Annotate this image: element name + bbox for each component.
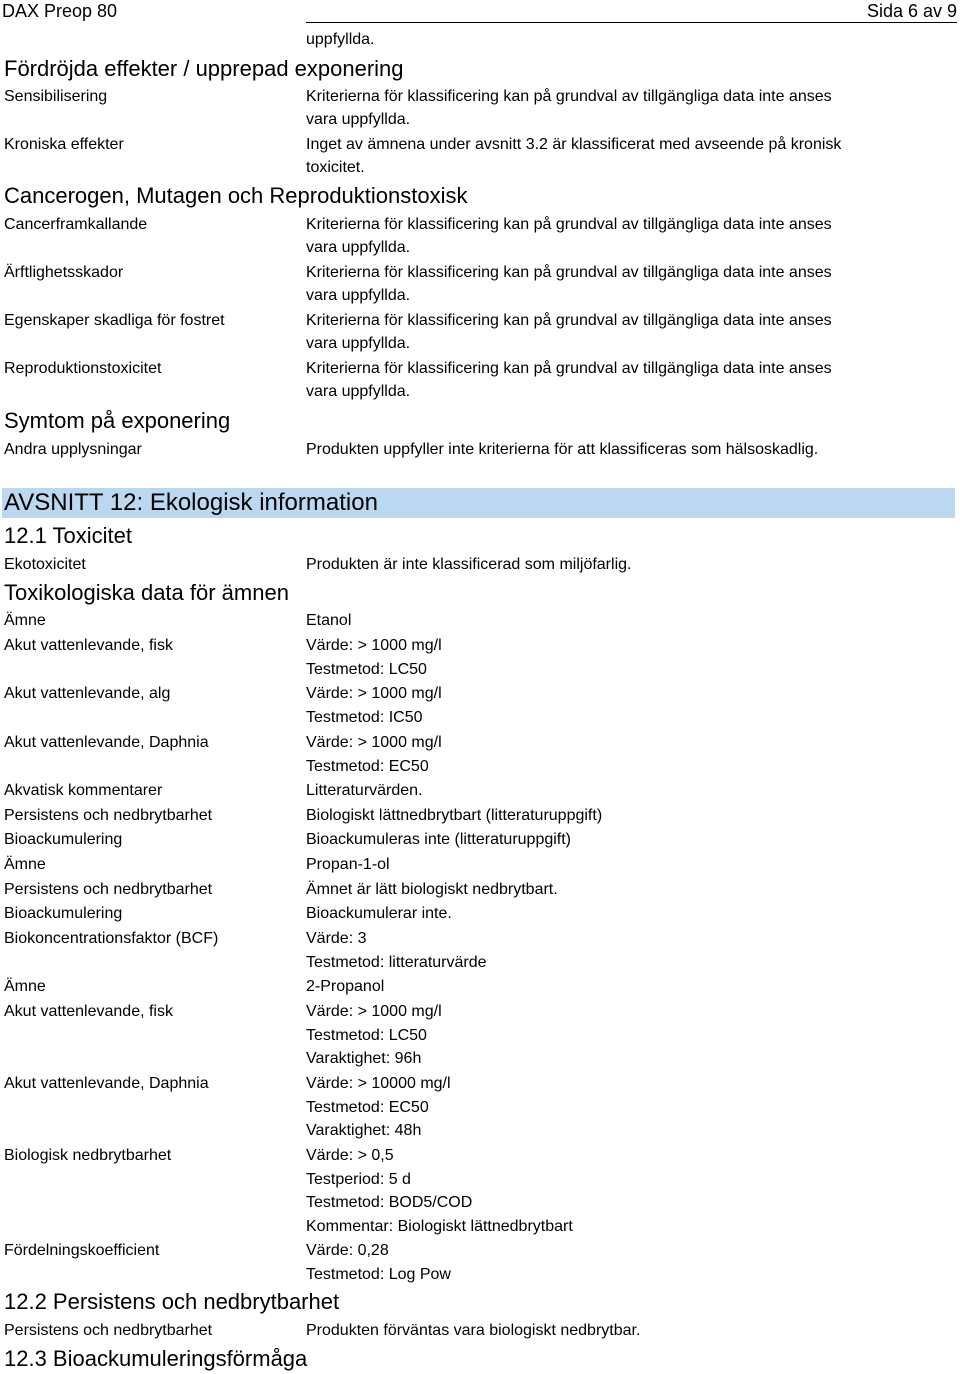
tox-row-label: Fördelningskoefficient (4, 1242, 160, 1259)
value-chronic-line: toxicitet. (306, 159, 365, 176)
value-ecotoxicity: Produkten är inte klassificerad som miljöfarlig. (306, 556, 632, 573)
tox-row-value-line: Propan-1-ol (306, 856, 390, 873)
label-other-info: Andra upplysningar (4, 441, 142, 458)
tox-row-label: Persistens och nedbrytbarhet (4, 881, 213, 898)
heading-bioaccumulation: 12.3 Bioackumuleringsförmåga (4, 1346, 308, 1371)
tox-row-label: Ämne (4, 856, 46, 873)
tox-row-label: Akut vattenlevande, fisk (4, 1003, 173, 1020)
tox-row-value-line: Testmetod: Log Pow (306, 1266, 451, 1283)
value-sensitization-line: vara uppfyllda. (306, 111, 411, 128)
header-page-number: Sida 6 av 9 (866, 1, 957, 21)
value-mutagenic-line: vara uppfyllda. (306, 287, 411, 304)
tox-row-value-line: Värde: > 10000 mg/l (306, 1075, 451, 1092)
tox-row-value-line: Testmetod: BOD5/COD (306, 1194, 473, 1211)
tox-row-label: Biologisk nedbrytbarhet (4, 1147, 172, 1164)
label-reproductive-toxicity: Reproduktionstoxicitet (4, 360, 162, 377)
tox-row-label: Akvatisk kommentarer (4, 782, 163, 799)
value-persistence: Produkten förväntas vara biologiskt nedbrytbar. (306, 1322, 641, 1339)
tox-row-value-line: Litteraturvärden. (306, 782, 423, 799)
tox-row-label: Akut vattenlevande, alg (4, 685, 171, 702)
tox-row-value-line: Testmetod: EC50 (306, 1099, 429, 1116)
value-carcinogenic-line: vara uppfyllda. (306, 239, 411, 256)
tox-row-value-line: Kommentar: Biologiskt lättnedbrytbart (306, 1218, 573, 1235)
heading-persistence: 12.2 Persistens och nedbrytbarhet (4, 1289, 340, 1314)
value-reproductive-line: Kriterierna för klassificering kan på grundval av tillgängliga data inte anses (306, 360, 832, 377)
tox-row-value-line: Ämnet är lätt biologiskt nedbrytbart. (306, 881, 558, 898)
tox-row-value-line: Testmetod: IC50 (306, 709, 423, 726)
tox-row-value-line: Värde: 0,28 (306, 1242, 389, 1259)
value-carcinogenic-line: Kriterierna för klassificering kan på grundval av tillgängliga data inte anses (306, 216, 832, 233)
value-chronic-line: Inget av ämnena under avsnitt 3.2 är klassificerat med avseende på kronisk (306, 136, 842, 153)
tox-row-value-line: Testperiod: 5 d (306, 1171, 411, 1188)
tox-row-value-line: Varaktighet: 96h (306, 1050, 422, 1067)
tox-row-value-line: Testmetod: EC50 (306, 758, 429, 775)
value-fetal-harm-line: vara uppfyllda. (306, 335, 411, 352)
heading-delayed-effects: Fördröjda effekter / upprepad exponering (4, 56, 404, 81)
value-sensitization-line: Kriterierna för klassificering kan på grundval av tillgängliga data inte anses (306, 88, 832, 105)
tox-row-label: Akut vattenlevande, fisk (4, 637, 173, 654)
tox-row-value-line: Testmetod: LC50 (306, 661, 427, 678)
continued-text: uppfyllda. (306, 31, 375, 48)
value-other-info: Produkten uppfyller inte kriterierna för att klassificeras som hälsoskadlig. (306, 441, 819, 458)
tox-row-value-line: Värde: > 1000 mg/l (306, 685, 442, 702)
tox-row-value-line: Bioackumuleras inte (litteraturuppgift) (306, 831, 572, 848)
heading-tox-data: Toxikologiska data för ämnen (4, 580, 289, 605)
tox-row-value-line: Etanol (306, 612, 352, 629)
value-fetal-harm-line: Kriterierna för klassificering kan på grundval av tillgängliga data inte anses (306, 312, 832, 329)
label-chronic-effects: Kroniska effekter (4, 136, 124, 153)
tox-row-label: Akut vattenlevande, Daphnia (4, 1075, 209, 1092)
tox-row-value-line: Bioackumulerar inte. (306, 905, 452, 922)
tox-row-label: Ämne (4, 978, 46, 995)
value-mutagenic-line: Kriterierna för klassificering kan på grundval av tillgängliga data inte anses (306, 264, 832, 281)
value-reproductive-line: vara uppfyllda. (306, 383, 411, 400)
tox-row-label: Akut vattenlevande, Daphnia (4, 734, 209, 751)
tox-row-value-line: Biologiskt lättnedbrytbart (litteraturuppgift) (306, 807, 603, 824)
heading-symptoms: Symtom på exponering (4, 408, 231, 433)
label-ecotoxicity: Ekotoxicitet (4, 556, 86, 573)
tox-row-label: Persistens och nedbrytbarhet (4, 807, 213, 824)
tox-row-value-line: Testmetod: litteraturvärde (306, 954, 487, 971)
header-rule (306, 22, 957, 23)
tox-row-value-line: Värde: > 1000 mg/l (306, 1003, 442, 1020)
heading-toxicity: 12.1 Toxicitet (4, 523, 133, 548)
tox-row-value-line: Värde: > 1000 mg/l (306, 734, 442, 751)
tox-row-value-line: Varaktighet: 48h (306, 1122, 422, 1139)
tox-row-value-line: Värde: 3 (306, 930, 367, 947)
label-fetal-harm: Egenskaper skadliga för fostret (4, 312, 225, 329)
tox-row-label: Bioackumulering (4, 831, 123, 848)
label-carcinogenic: Cancerframkallande (4, 216, 148, 233)
header-product-name: DAX Preop 80 (2, 1, 118, 21)
section-12-title: AVSNITT 12: Ekologisk information (4, 489, 378, 516)
tox-row-value-line: 2-Propanol (306, 978, 385, 995)
tox-row-value-line: Värde: > 0,5 (306, 1147, 394, 1164)
tox-row-label: Bioackumulering (4, 905, 123, 922)
tox-row-label: Biokoncentrationsfaktor (BCF) (4, 930, 219, 947)
heading-cmr: Cancerogen, Mutagen och Reproduktionstoxisk (4, 183, 468, 208)
section-12-band (2, 488, 955, 518)
tox-row-value-line: Testmetod: LC50 (306, 1027, 427, 1044)
tox-row-value-line: Värde: > 1000 mg/l (306, 637, 442, 654)
label-mutagenic: Ärftlighetsskador (4, 264, 124, 281)
label-sensitization: Sensibilisering (4, 88, 108, 105)
tox-row-label: Ämne (4, 612, 46, 629)
label-persistence: Persistens och nedbrytbarhet (4, 1322, 213, 1339)
